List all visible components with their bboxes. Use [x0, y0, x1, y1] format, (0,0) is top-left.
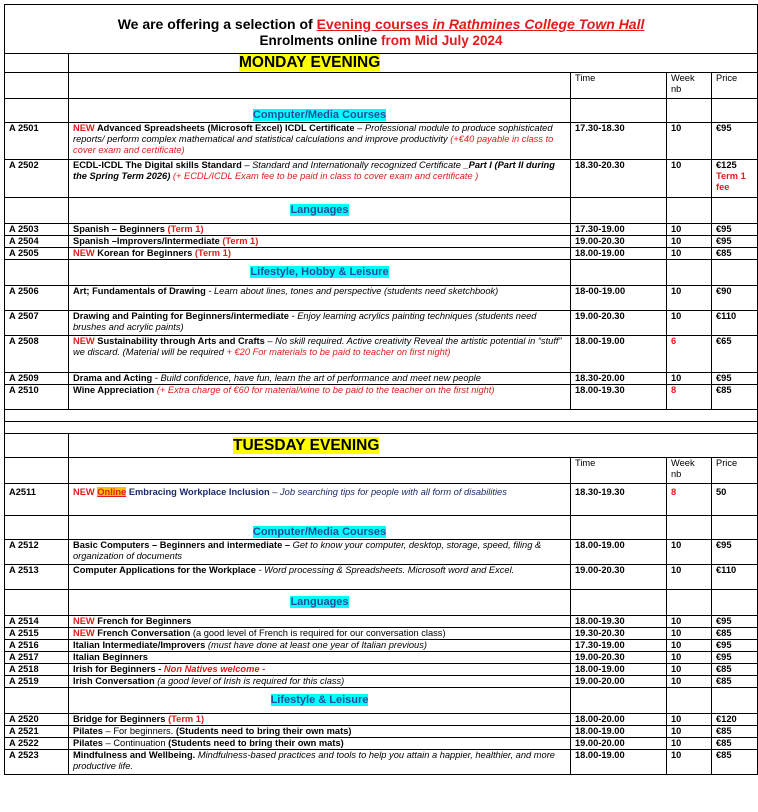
course-row [5, 738, 758, 750]
course-code: A 2507 [5, 311, 69, 336]
course-price: €90 [712, 286, 758, 311]
section-row [5, 99, 758, 123]
monday-column-header [5, 73, 758, 99]
course-row [5, 248, 758, 260]
course-row [5, 640, 758, 652]
new-badge: NEW [73, 487, 95, 497]
course-table [4, 4, 758, 775]
new-badge: NEW [73, 336, 95, 346]
course-price: €85 [712, 628, 758, 640]
course-description: NEW Sustainability through Arts and Crafts – No skill required. Active creativity Reveal the artistic potential in “stuff” we discard. (Material will be required + €20 For materials to be paid to teacher on first night) [69, 336, 571, 373]
header-cell [5, 5, 758, 54]
course-time: 17.30-18.30 [571, 123, 667, 160]
course-time: 18.00-20.00 [571, 714, 667, 726]
monday-title: MONDAY EVENING [239, 54, 381, 71]
course-time: 19.00-20.30 [571, 652, 667, 664]
online-badge: Online [97, 487, 127, 497]
course-code: A 2502 [5, 160, 69, 198]
course-description: Computer Applications for the Workplace - Word processing & Spreadsheets. Microsoft word and Excel. [69, 565, 571, 590]
course-price: €85 [712, 750, 758, 775]
course-time: 18.00-19.00 [571, 726, 667, 738]
course-price: €85 [712, 676, 758, 688]
course-time: 17.30-19.00 [571, 224, 667, 236]
course-time: 18.00-19.00 [571, 540, 667, 565]
blank-row [5, 410, 758, 422]
course-code: A 2520 [5, 714, 69, 726]
section-row [5, 516, 758, 540]
course-weeks: 10 [667, 628, 712, 640]
course-time: 18.00-19.00 [571, 750, 667, 775]
course-code: A 2503 [5, 224, 69, 236]
course-description: Italian Intermediate/Improvers (must have done at least one year of Italian previous) [69, 640, 571, 652]
course-time: 19.00-20.30 [571, 565, 667, 590]
course-weeks: 8 [667, 484, 712, 516]
section-heading: Computer/Media Courses [252, 109, 387, 121]
course-code: A 2505 [5, 248, 69, 260]
page-subtitle: Enrolments online from Mid July 2024 [259, 32, 503, 48]
course-weeks: 10 [667, 540, 712, 565]
course-price: €95 [712, 616, 758, 628]
new-badge: NEW [73, 123, 95, 133]
course-code: A 2516 [5, 640, 69, 652]
course-row [5, 565, 758, 590]
course-row [5, 628, 758, 640]
course-price: €85 [712, 248, 758, 260]
course-weeks: 10 [667, 676, 712, 688]
course-description: Bridge for Beginners (Term 1) [69, 714, 571, 726]
course-description: NEW French for Beginners [69, 616, 571, 628]
course-weeks: 10 [667, 236, 712, 248]
course-code: A 2508 [5, 336, 69, 373]
course-row [5, 224, 758, 236]
course-code: A 2506 [5, 286, 69, 311]
course-weeks: 10 [667, 160, 712, 198]
course-weeks: 10 [667, 286, 712, 311]
course-row [5, 652, 758, 664]
course-description: Irish Conversation (a good level of Irish is required for this class) [69, 676, 571, 688]
section-heading: Languages [290, 596, 349, 608]
col-price: Price [712, 73, 758, 99]
tuesday-title-row [5, 434, 758, 458]
section-heading: Languages [290, 204, 349, 216]
course-price: €95 [712, 224, 758, 236]
course-time: 18.00-19.00 [571, 248, 667, 260]
course-weeks: 10 [667, 123, 712, 160]
course-code: A 2501 [5, 123, 69, 160]
course-row [5, 336, 758, 373]
course-code: A2511 [5, 484, 69, 516]
course-code: A 2514 [5, 616, 69, 628]
course-time: 18.30-20.30 [571, 160, 667, 198]
course-row [5, 714, 758, 726]
course-weeks: 10 [667, 248, 712, 260]
section-heading: Lifestyle & Leisure [270, 694, 369, 706]
course-weeks: 6 [667, 336, 712, 373]
course-time: 18-00-19.00 [571, 286, 667, 311]
course-weeks: 10 [667, 373, 712, 385]
course-price: €85 [712, 726, 758, 738]
course-code: A 2517 [5, 652, 69, 664]
course-price: €125 Term 1 fee [712, 160, 758, 198]
course-weeks: 10 [667, 652, 712, 664]
course-code: A 2512 [5, 540, 69, 565]
page-title: We are offering a selection of Evening courses in Rathmines College Town Hall [117, 15, 645, 32]
course-time: 19.30-20.30 [571, 628, 667, 640]
course-price: €110 [712, 311, 758, 336]
course-row [5, 160, 758, 198]
section-row [5, 260, 758, 286]
course-description: Basic Computers – Beginners and intermediate – Get to know your computer, desktop, storage, speed, filing & organization of documents [69, 540, 571, 565]
course-description: Italian Beginners [69, 652, 571, 664]
course-description: Wine Appreciation (+ Extra charge of €60 for material/wine to be paid to the teacher on the first night) [69, 385, 571, 410]
col-week: Week nb [667, 458, 712, 484]
col-time: Time [571, 458, 667, 484]
course-weeks: 10 [667, 714, 712, 726]
course-code: A 2513 [5, 565, 69, 590]
course-code: A 2523 [5, 750, 69, 775]
course-code: A 2521 [5, 726, 69, 738]
course-code: A 2510 [5, 385, 69, 410]
course-code: A 2522 [5, 738, 69, 750]
course-weeks: 8 [667, 385, 712, 410]
course-weeks: 10 [667, 664, 712, 676]
course-code: A 2509 [5, 373, 69, 385]
course-weeks: 10 [667, 565, 712, 590]
course-code: A 2515 [5, 628, 69, 640]
course-price: €95 [712, 540, 758, 565]
course-row [5, 726, 758, 738]
course-price: €95 [712, 640, 758, 652]
course-row [5, 676, 758, 688]
course-description: Mindfulness and Wellbeing. Mindfulness-based practices and tools to help you attain a happier, healthier, and more productive life. [69, 750, 571, 775]
course-row [5, 664, 758, 676]
course-row [5, 373, 758, 385]
course-description: Spanish –Improvers/Intermediate (Term 1) [69, 236, 571, 248]
course-row [5, 750, 758, 775]
course-time: 18.00-19.30 [571, 616, 667, 628]
course-price: €85 [712, 664, 758, 676]
course-weeks: 10 [667, 726, 712, 738]
course-row [5, 540, 758, 565]
course-code: A 2519 [5, 676, 69, 688]
blank-row [5, 422, 758, 434]
course-time: 19.00-20.30 [571, 236, 667, 248]
course-description: ECDL-ICDL The Digital skills Standard – Standard and Internationally recognized Certificate _Part I (Part II during the Spring Term 2026) (+ ECDL/ICDL Exam fee to be paid in class to cover exam and certificate ) [69, 160, 571, 198]
course-row [5, 236, 758, 248]
new-badge: NEW [73, 248, 95, 258]
course-time: 18.30-19.30 [571, 484, 667, 516]
course-weeks: 10 [667, 616, 712, 628]
col-time: Time [571, 73, 667, 99]
course-row [5, 385, 758, 410]
course-description: NEW French Conversation (a good level of French is required for our conversation class) [69, 628, 571, 640]
course-price: €85 [712, 385, 758, 410]
course-description: Spanish – Beginners (Term 1) [69, 224, 571, 236]
col-price: Price [712, 458, 758, 484]
course-row [5, 286, 758, 311]
course-description: Pilates – For beginners. (Students need to bring their own mats) [69, 726, 571, 738]
section-row [5, 198, 758, 224]
course-price: €85 [712, 738, 758, 750]
course-description: NEW Online Embracing Workplace Inclusion – Job searching tips for people with all form of disabilities [69, 484, 571, 516]
course-code: A 2504 [5, 236, 69, 248]
course-weeks: 10 [667, 311, 712, 336]
section-row [5, 590, 758, 616]
course-price: €95 [712, 652, 758, 664]
course-description: Drama and Acting - Build confidence, have fun, learn the art of performance and meet new people [69, 373, 571, 385]
section-heading: Computer/Media Courses [252, 526, 387, 538]
course-weeks: 10 [667, 750, 712, 775]
course-time: 17.30-19.00 [571, 640, 667, 652]
new-badge: NEW [73, 616, 95, 626]
title-highlight-evening: Evening courses [316, 15, 429, 32]
course-time: 19.00-20.00 [571, 676, 667, 688]
tuesday-column-header [5, 458, 758, 484]
course-code: A 2518 [5, 664, 69, 676]
course-row [5, 311, 758, 336]
course-price: €95 [712, 236, 758, 248]
course-price: €95 [712, 373, 758, 385]
course-time: 18.00-19.00 [571, 336, 667, 373]
course-price: €95 [712, 123, 758, 160]
enrolment-date: from Mid July 2024 [381, 32, 503, 48]
section-heading: Lifestyle, Hobby & Leisure [250, 266, 389, 278]
course-price: €120 [712, 714, 758, 726]
header-row [5, 5, 758, 54]
course-time: 18.00-19.30 [571, 385, 667, 410]
course-description: Irish for Beginners - Non Natives welcome - [69, 664, 571, 676]
course-row [5, 616, 758, 628]
price-note: Term 1 fee [716, 171, 746, 192]
new-badge: NEW [73, 628, 95, 638]
course-price: 50 [712, 484, 758, 516]
course-time: 18.00-19.00 [571, 664, 667, 676]
course-time: 19.00-20.30 [571, 311, 667, 336]
course-description: Drawing and Painting for Beginners/intermediate - Enjoy learning acrylics painting techniques (students need brushes and acrylic paints) [69, 311, 571, 336]
course-row [5, 123, 758, 160]
course-description: NEW Korean for Beginners (Term 1) [69, 248, 571, 260]
title-highlight-location: in Rathmines College Town Hall [428, 15, 645, 32]
course-time: 18.30-20.00 [571, 373, 667, 385]
course-description: Art; Fundamentals of Drawing - Learn about lines, tones and perspective (students need sketchbook) [69, 286, 571, 311]
course-price: €65 [712, 336, 758, 373]
course-weeks: 10 [667, 224, 712, 236]
col-week: Week nb [667, 73, 712, 99]
section-row [5, 688, 758, 714]
monday-title-row [5, 54, 758, 73]
course-description: Pilates – Continuation (Students need to bring their own mats) [69, 738, 571, 750]
course-row [5, 484, 758, 516]
course-weeks: 10 [667, 738, 712, 750]
course-price: €110 [712, 565, 758, 590]
course-time: 19.00-20.00 [571, 738, 667, 750]
course-description: NEW Advanced Spreadsheets (Microsoft Excel) ICDL Certificate – Professional module to produce sophisticated reports/ perform complex mathematical and statistical calculations and improve productivity (+€40 payable in class to cover exam and certificate) [69, 123, 571, 160]
tuesday-title: TUESDAY EVENING [233, 436, 380, 454]
course-weeks: 10 [667, 640, 712, 652]
